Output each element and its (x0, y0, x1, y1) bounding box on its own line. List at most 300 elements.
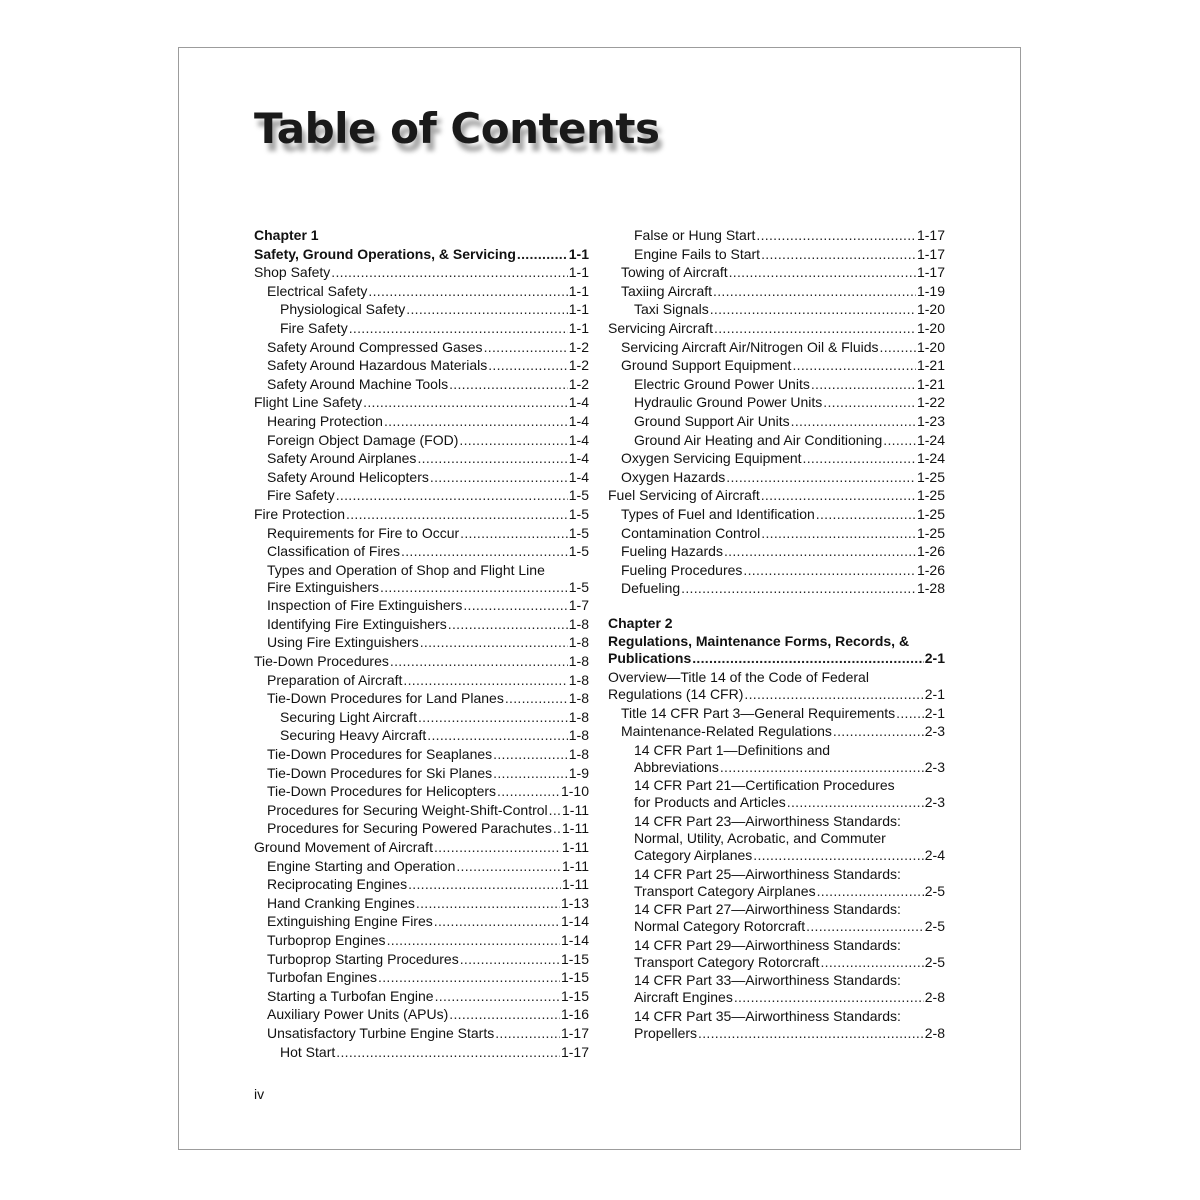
toc-entry[interactable] (608, 759, 945, 776)
toc-entry[interactable] (608, 580, 945, 597)
toc-entry-title: Safety, Ground Operations, & Servicing (254, 245, 516, 262)
dot-leader (517, 246, 568, 263)
dot-leader (761, 487, 916, 504)
toc-entry[interactable] (254, 727, 589, 744)
toc-entry[interactable] (254, 820, 589, 837)
toc-entry-title: Tie-Down Procedures for Land Planes (267, 690, 504, 707)
toc-entry[interactable] (254, 895, 589, 912)
toc-entry-page-number: 1-5 (568, 543, 589, 560)
toc-entry-page-number: 2-8 (924, 989, 945, 1006)
toc-entry-title: Turboprop Starting Procedures (267, 950, 459, 967)
dot-leader (416, 895, 560, 912)
toc-entry[interactable] (254, 487, 589, 504)
dot-leader (408, 876, 561, 893)
dot-leader (384, 413, 568, 430)
toc-entry-title: Safety Around Compressed Gases (267, 338, 483, 355)
toc-entry-page-number: 1-25 (916, 505, 945, 522)
toc-entry-page-number: 1-9 (568, 764, 589, 781)
dot-leader (403, 672, 567, 689)
toc-entry-title: Hydraulic Ground Power Units (634, 394, 823, 411)
dot-leader (460, 951, 560, 968)
toc-entry-page-number: 1-24 (916, 431, 945, 448)
toc-entry-page-number: 1-8 (568, 634, 589, 651)
toc-entry-title: Transport Category Airplanes (634, 882, 816, 899)
toc-entry[interactable] (254, 1025, 589, 1042)
toc-entry[interactable] (254, 765, 589, 782)
toc-entry[interactable] (608, 543, 945, 560)
dot-leader (349, 320, 568, 337)
toc-entry[interactable] (608, 283, 945, 300)
toc-entry-page-number: 2-1 (924, 686, 945, 703)
dot-leader (435, 988, 560, 1005)
dot-leader (698, 1025, 924, 1042)
toc-entry-page-number: 1-1 (568, 319, 589, 336)
dot-leader (726, 469, 916, 486)
toc-entry-title: Procedures for Securing Weight-Shift-Control (267, 801, 548, 818)
toc-entry-page-number: 1-15 (560, 969, 589, 986)
toc-entry[interactable] (608, 246, 945, 263)
dot-leader (724, 543, 916, 560)
toc-entry-page-number: 1-15 (560, 950, 589, 967)
toc-entry-page-number: 1-17 (916, 264, 945, 281)
toc-entry-page-number: 1-5 (568, 578, 589, 595)
toc-entry-title: Fire Safety (280, 319, 348, 336)
dot-leader (459, 432, 567, 449)
dot-leader (418, 709, 568, 726)
toc-entry[interactable] (254, 301, 589, 318)
dot-leader (417, 450, 567, 467)
toc-entry-continued-line: 14 CFR Part 23—Airworthiness Standards: (634, 813, 901, 830)
toc-entry[interactable] (608, 376, 945, 393)
toc-entry[interactable] (254, 413, 589, 430)
toc-entry-page-number: 1-2 (568, 375, 589, 392)
dot-leader (880, 339, 916, 356)
dot-leader (817, 883, 924, 900)
dot-leader (720, 759, 924, 776)
toc-entry-title: Publications (608, 650, 692, 667)
toc-entry-title: Taxi Signals (634, 301, 709, 318)
toc-entry-title: Securing Heavy Aircraft (280, 727, 427, 744)
toc-entry-continued-line: 14 CFR Part 21—Certification Procedures (634, 777, 895, 794)
dot-leader (820, 954, 923, 971)
toc-entry[interactable] (254, 283, 589, 300)
toc-entry-page-number: 1-8 (568, 615, 589, 632)
dot-leader (753, 847, 923, 864)
toc-entry-page-number: 1-4 (568, 468, 589, 485)
toc-entry[interactable] (254, 839, 589, 856)
toc-entry-page-number: 1-17 (560, 1043, 589, 1060)
toc-entry-title: Extinguishing Engine Fires (267, 913, 433, 930)
dot-leader (816, 506, 916, 523)
toc-entry-title: Tie-Down Procedures for Seaplanes (267, 746, 493, 763)
toc-entry[interactable] (254, 858, 589, 875)
dot-leader (434, 839, 561, 856)
toc-entry[interactable] (254, 634, 589, 651)
toc-column-right (608, 227, 945, 1044)
toc-entry-title: Unsatisfactory Turbine Engine Starts (267, 1024, 495, 1041)
toc-entry-page-number: 2-8 (924, 1025, 945, 1041)
toc-entry-page-number: 1-1 (568, 245, 589, 262)
toc-entry-title: Foreign Object Damage (FOD) (267, 431, 459, 448)
toc-entry-title: Turboprop Engines (267, 931, 386, 948)
toc-entry-title: Engine Fails to Start (634, 245, 761, 262)
toc-entry[interactable] (254, 525, 589, 542)
toc-entry-title: Defueling (621, 580, 681, 597)
dot-leader (420, 634, 568, 651)
toc-entry-page-number: 2-3 (924, 758, 945, 775)
toc-entry-page-number: 1-2 (568, 338, 589, 355)
toc-entry-title: Regulations (14 CFR) (608, 686, 744, 703)
dot-leader (495, 1025, 560, 1042)
toc-entry-title: Physiological Safety (280, 301, 406, 318)
dot-leader (744, 686, 923, 703)
dot-leader (406, 301, 567, 318)
toc-entry-page-number: 1-8 (568, 653, 589, 670)
toc-entry-title: Transport Category Rotorcraft (634, 953, 820, 970)
toc-entry-page-number: 2-5 (924, 882, 945, 899)
toc-entry-title: Types of Fuel and Identification (621, 505, 815, 522)
toc-entry[interactable] (608, 227, 945, 244)
toc-entry[interactable] (254, 969, 589, 986)
toc-entry-title: Safety Around Hazardous Materials (267, 357, 488, 374)
toc-entry-title: Classification of Fires (267, 543, 401, 560)
toc-entry-page-number: 1-7 (568, 597, 589, 614)
toc-entry-continued-line: Overview—Title 14 of the Code of Federal (608, 669, 869, 686)
toc-entry-title: Securing Light Aircraft (280, 708, 417, 725)
toc-entry[interactable] (608, 723, 945, 740)
dot-leader (787, 794, 924, 811)
toc-entry-continued-line: 14 CFR Part 29—Airworthiness Standards: (634, 936, 901, 953)
dot-leader (363, 394, 568, 411)
toc-entry-page-number: 1-16 (560, 1006, 589, 1023)
toc-entry[interactable] (608, 847, 945, 864)
toc-entry-page-number: 1-20 (916, 338, 945, 355)
dot-leader (761, 525, 916, 542)
toc-entry-page-number: 1-1 (568, 282, 589, 299)
dot-leader (734, 989, 924, 1006)
toc-entry[interactable] (254, 746, 589, 763)
dot-leader (806, 918, 924, 935)
toc-entry-page-number: 2-5 (924, 918, 945, 935)
dot-leader (692, 650, 924, 667)
toc-entry-page-number: 1-1 (568, 301, 589, 318)
dot-leader (710, 301, 916, 318)
toc-entry-page-number: 1-10 (560, 783, 589, 800)
toc-entry[interactable] (254, 913, 589, 930)
toc-entry-page-number: 1-14 (560, 913, 589, 930)
toc-entry-title: Servicing Aircraft (608, 319, 714, 336)
toc-entry-title: Auxiliary Power Units (APUs) (267, 1006, 449, 1023)
toc-entry[interactable] (254, 783, 589, 800)
toc-entry-title: Ground Movement of Aircraft (254, 839, 433, 855)
toc-entry-title: Safety Around Helicopters (267, 468, 429, 485)
dot-leader (811, 376, 916, 393)
toc-column-left (254, 227, 589, 1062)
toc-entry[interactable] (254, 450, 589, 467)
toc-entry[interactable] (254, 690, 589, 707)
section-spacer (608, 599, 945, 615)
toc-entry-continued-line: 14 CFR Part 1—Definitions and (634, 741, 831, 758)
toc-entry[interactable] (608, 562, 945, 579)
toc-entry-page-number: 1-4 (568, 431, 589, 448)
toc-entry[interactable] (254, 394, 589, 411)
toc-entry[interactable] (608, 686, 945, 703)
toc-entry-title: Servicing Aircraft Air/Nitrogen Oil & Fluids (621, 338, 879, 355)
dot-leader (756, 227, 916, 244)
toc-entry-page-number: 1-11 (562, 820, 589, 837)
toc-entry[interactable] (608, 954, 945, 971)
toc-entry-page-number: 2-1 (924, 650, 945, 667)
toc-entry-continued-line: Types and Operation of Shop and Flight Line (267, 561, 545, 578)
toc-entry[interactable] (254, 320, 589, 337)
toc-entry[interactable] (254, 339, 589, 356)
dot-leader (387, 932, 560, 949)
toc-entry-page-number: 2-3 (924, 723, 945, 740)
toc-entry-page-number: 1-28 (916, 580, 945, 597)
toc-entry-page-number: 1-22 (916, 394, 945, 411)
toc-entry-title: Tie-Down Procedures for Helicopters (267, 783, 497, 800)
dot-leader (378, 969, 560, 986)
toc-entry[interactable] (608, 357, 945, 374)
toc-entry[interactable] (608, 413, 945, 430)
toc-entry[interactable] (608, 264, 945, 281)
toc-entry[interactable] (608, 506, 945, 523)
dot-leader (743, 562, 916, 579)
toc-entry[interactable] (254, 653, 589, 670)
dot-leader (761, 246, 916, 263)
toc-entry[interactable] (254, 1006, 589, 1023)
toc-entry-title: Maintenance-Related Regulations (621, 723, 832, 740)
toc-entry[interactable] (608, 394, 945, 411)
dot-leader (493, 765, 568, 782)
toc-entry-continued-line: 14 CFR Part 35—Airworthiness Standards: (634, 1008, 901, 1024)
toc-entry[interactable] (254, 709, 589, 726)
toc-entry-title: Hot Start (280, 1043, 336, 1060)
toc-entry-title: Hand Cranking Engines (267, 894, 415, 911)
toc-entry-continued-line: 14 CFR Part 25—Airworthiness Standards: (634, 865, 901, 882)
toc-entry-title: Safety Around Airplanes (267, 450, 417, 467)
dot-leader (449, 376, 568, 393)
toc-entry-page-number: 1-21 (916, 357, 945, 374)
toc-entry-page-number: 1-5 (568, 505, 589, 522)
toc-entry-page-number: 1-11 (562, 857, 589, 874)
toc-entry-title: Tie-Down Procedures for Ski Planes (267, 764, 493, 781)
toc-entry-page-number: 1-15 (560, 987, 589, 1004)
toc-entry-page-number: 1-8 (568, 727, 589, 744)
dot-leader (497, 783, 560, 800)
dot-leader (368, 283, 567, 300)
toc-entry[interactable] (254, 672, 589, 689)
toc-entry-title: Fire Extinguishers (267, 578, 380, 595)
toc-entry[interactable] (608, 525, 945, 542)
toc-entry[interactable] (254, 876, 589, 893)
page-title: Table of Contents (254, 104, 660, 153)
toc-entry-page-number: 1-26 (916, 543, 945, 560)
toc-entry[interactable] (608, 469, 945, 486)
toc-entry[interactable] (254, 543, 589, 560)
dot-leader (434, 913, 560, 930)
page-number: iv (254, 1086, 265, 1102)
toc-entry-page-number: 1-20 (916, 301, 945, 318)
toc-entry-title: Propellers (634, 1025, 698, 1041)
toc-entry[interactable] (254, 264, 589, 281)
toc-entry-page-number: 1-5 (568, 524, 589, 541)
toc-entry-title: Contamination Control (621, 524, 761, 541)
dot-leader (390, 653, 568, 670)
toc-entry[interactable] (608, 1025, 945, 1042)
toc-entry-title: Fueling Hazards (621, 543, 723, 560)
toc-entry[interactable] (254, 597, 589, 614)
toc-entry-title: Normal Category Rotorcraft (634, 918, 806, 935)
toc-entry-title: Hearing Protection (267, 412, 383, 429)
toc-entry-page-number: 1-4 (568, 450, 589, 467)
toc-entry-page-number: 1-17 (916, 227, 945, 243)
dot-leader (427, 727, 567, 744)
toc-entry-title: Category Airplanes (634, 847, 753, 864)
toc-entry-page-number: 1-2 (568, 357, 589, 374)
toc-entry-page-number: 1-14 (560, 931, 589, 948)
toc-entry[interactable] (254, 469, 589, 486)
toc-entry[interactable] (608, 883, 945, 900)
chapter-heading: Chapter 1 (254, 227, 319, 243)
toc-entry[interactable] (254, 951, 589, 968)
dot-leader (430, 469, 568, 486)
toc-entry-page-number: 1-8 (568, 671, 589, 688)
dot-leader (331, 264, 567, 281)
toc-entry-title: Using Fire Extinguishers (267, 634, 419, 651)
toc-entry-title: Requirements for Fire to Occur (267, 524, 460, 541)
toc-entry-title: Taxiing Aircraft (621, 282, 713, 299)
toc-entry-title: for Products and Articles (634, 794, 786, 811)
toc-entry-title: Identifying Fire Extinguishers (267, 615, 447, 632)
toc-entry-title: Fuel Servicing of Aircraft (608, 487, 760, 504)
toc-entry-continued-line: Regulations, Maintenance Forms, Records, & (608, 633, 910, 650)
toc-entry-title: Safety Around Machine Tools (267, 375, 449, 392)
chapter-heading: Chapter 2 (608, 614, 673, 631)
toc-entry-page-number: 1-8 (568, 708, 589, 725)
toc-entry[interactable] (608, 339, 945, 356)
toc-entry-title: Reciprocating Engines (267, 876, 408, 893)
dot-leader (493, 746, 568, 763)
toc-entry-continued-line: 14 CFR Part 27—Airworthiness Standards: (634, 901, 901, 918)
toc-entry-page-number: 2-4 (924, 847, 945, 864)
dot-leader (553, 820, 561, 837)
toc-entry[interactable] (608, 450, 945, 467)
toc-entry-title: Procedures for Securing Powered Parachutes (267, 820, 552, 837)
toc-entry-page-number: 1-4 (568, 412, 589, 429)
toc-entry-title: Electric Ground Power Units (634, 375, 810, 392)
toc-entry-page-number: 1-11 (562, 801, 589, 818)
toc-entry[interactable] (254, 357, 589, 374)
dot-leader (823, 394, 916, 411)
toc-entry-title: Oxygen Hazards (621, 468, 726, 485)
toc-entry-page-number: 1-4 (568, 394, 589, 411)
toc-entry-page-number: 1-8 (568, 746, 589, 763)
toc-entry-title: Aircraft Engines (634, 989, 733, 1006)
toc-entry-title: Oxygen Servicing Equipment (621, 450, 802, 467)
dot-leader (505, 690, 568, 707)
toc-entry-title: Abbreviations (634, 758, 719, 775)
toc-entry-title: Starting a Turbofan Engine (267, 987, 434, 1004)
toc-entry[interactable] (608, 650, 945, 667)
toc-entry-page-number: 1-23 (916, 412, 945, 429)
toc-entry[interactable] (254, 506, 589, 523)
toc-entry-page-number: 1-24 (916, 450, 945, 467)
toc-entry[interactable] (254, 802, 589, 819)
toc-entry-page-number: 1-26 (916, 561, 945, 578)
toc-entry[interactable] (608, 794, 945, 811)
toc-entry[interactable] (608, 301, 945, 318)
toc-entry[interactable] (254, 376, 589, 393)
dot-leader (883, 432, 916, 449)
toc-entry-page-number: 1-25 (916, 487, 945, 504)
toc-entry[interactable] (608, 989, 945, 1006)
dot-leader (713, 283, 916, 300)
dot-leader (460, 525, 568, 542)
toc-entry-title: Turbofan Engines (267, 969, 377, 986)
toc-entry-page-number: 1-11 (562, 876, 589, 893)
dot-leader (456, 858, 561, 875)
toc-entry-title: Ground Air Heating and Air Conditioning (634, 431, 883, 448)
dot-leader (792, 357, 916, 374)
toc-entry-title: Tie-Down Procedures (254, 653, 389, 670)
toc-entry[interactable] (254, 1044, 589, 1061)
toc-entry[interactable] (254, 432, 589, 449)
toc-entry-title: Flight Line Safety (254, 394, 363, 411)
toc-entry[interactable] (254, 246, 589, 263)
toc-entry[interactable] (608, 320, 945, 337)
toc-entry-page-number: 1-11 (562, 839, 589, 855)
dot-leader (803, 450, 916, 467)
toc-entry-page-number: 1-25 (916, 524, 945, 541)
toc-entry[interactable] (608, 487, 945, 504)
toc-entry-title: Fire Protection (254, 505, 346, 522)
toc-entry-page-number: 1-1 (568, 264, 589, 281)
toc-entry[interactable] (254, 932, 589, 949)
toc-entry-page-number: 1-17 (560, 1024, 589, 1041)
toc-entry-page-number: 1-20 (916, 319, 945, 336)
toc-entry-page-number: 1-13 (560, 894, 589, 911)
toc-entry-title: Inspection of Fire Extinguishers (267, 597, 463, 614)
toc-entry-title: Ground Support Equipment (621, 357, 792, 374)
toc-entry-page-number: 1-5 (568, 487, 589, 504)
dot-leader (448, 616, 568, 633)
dot-leader (336, 1044, 560, 1061)
dot-leader (484, 339, 568, 356)
dot-leader (449, 1006, 560, 1023)
dot-leader (681, 580, 916, 597)
toc-entry-page-number: 2-5 (924, 953, 945, 970)
toc-entry-page-number: 1-8 (568, 690, 589, 707)
dot-leader (833, 723, 924, 740)
toc-entry-title: Towing of Aircraft (621, 264, 728, 281)
toc-entry[interactable] (254, 988, 589, 1005)
dot-leader (488, 357, 568, 374)
toc-entry-page-number: 1-25 (916, 468, 945, 485)
dot-leader (336, 487, 568, 504)
toc-entry[interactable] (254, 616, 589, 633)
toc-entry[interactable] (608, 705, 945, 722)
toc-entry[interactable] (608, 432, 945, 449)
toc-entry[interactable] (254, 579, 589, 596)
toc-entry-title: Preparation of Aircraft (267, 671, 403, 688)
dot-leader (549, 802, 561, 819)
toc-entry-title: Ground Support Air Units (634, 412, 790, 429)
toc-entry-title: False or Hung Start (634, 227, 756, 243)
toc-entry[interactable] (608, 918, 945, 935)
dot-leader (346, 506, 568, 523)
toc-entry-page-number: 1-19 (916, 282, 945, 299)
